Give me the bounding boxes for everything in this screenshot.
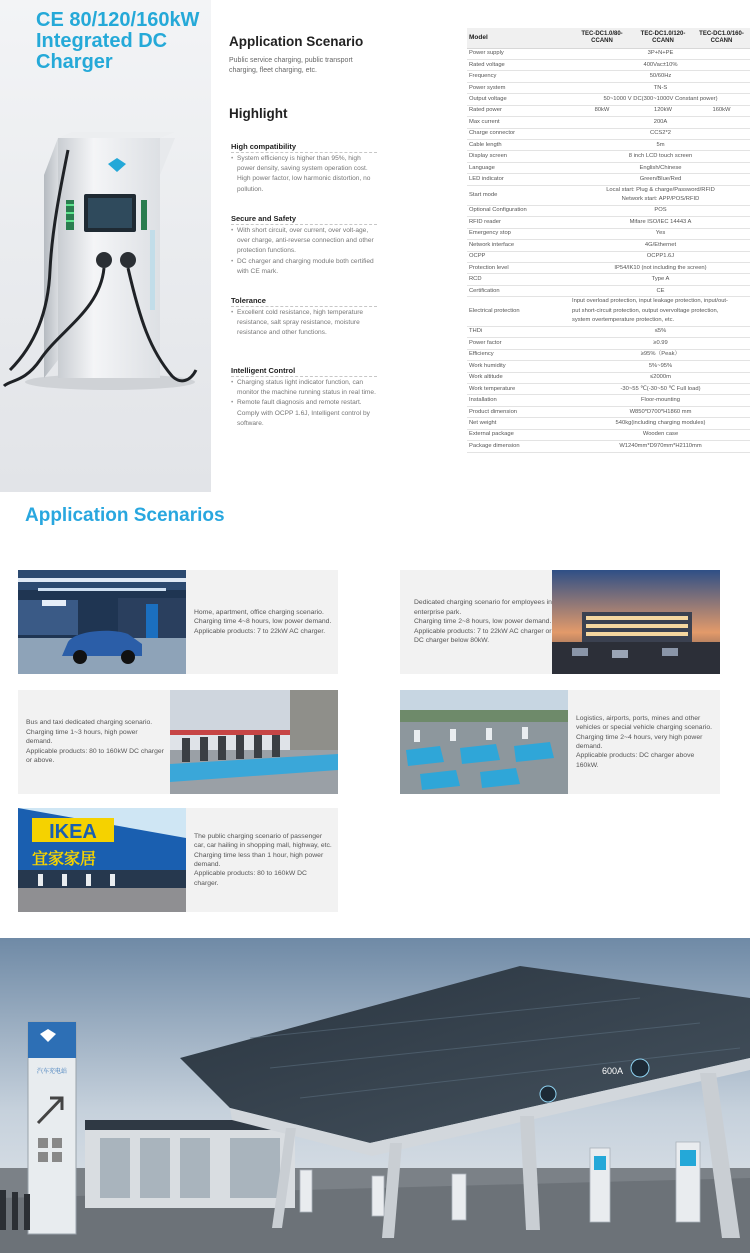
spec-value: 80kW: [571, 105, 633, 116]
spec-value: 540kg(including charging modules): [571, 418, 750, 429]
spec-row: [467, 274, 750, 285]
spec-label: Installation: [467, 395, 571, 406]
spec-row: [467, 48, 750, 59]
highlight-title-safety: Secure and Safety: [231, 214, 377, 225]
spec-label: Work humidity: [467, 361, 571, 372]
spec-row: [467, 94, 750, 105]
spec-value: 5m: [571, 140, 750, 151]
scenario-line: Applicable products: 7 to 22kW AC charger or DC charger below 80kW.: [414, 627, 552, 645]
spec-label: Cable length: [467, 140, 571, 151]
title-line-1: CE 80/120/160kW: [36, 9, 200, 31]
spec-value: 200A: [571, 117, 750, 128]
scenario-line: Dedicated charging scenario for employees in enterprise park.: [414, 599, 552, 616]
spec-label: Max current: [467, 117, 571, 128]
spec-label: Work temperature: [467, 383, 571, 394]
spec-value: [571, 297, 750, 327]
scenario-card-logistics: [400, 690, 720, 794]
spec-label: Efficiency: [467, 349, 571, 360]
spec-label: Product dimension: [467, 406, 571, 417]
spec-value: OCPP1.6J: [571, 251, 750, 262]
scenario-line: Applicable products: 7 to 22kW AC charger.: [194, 627, 326, 635]
scenario-image-bus-depot: [170, 690, 338, 794]
scenario-line: The public charging scenario of passenger car, car hailing in shopping mall, highway, etc.: [194, 832, 332, 850]
scenario-line: Charging time 4~8 hours, low power demand.: [194, 618, 332, 626]
bullet-text: • Remote fault diagnosis and remote restart. Comply with OCPP 1.6J, Intelligent control by software.: [231, 398, 377, 429]
spec-value: ≥95%（Peak）: [571, 349, 750, 360]
spec-label: Rated power: [467, 105, 571, 116]
spec-value: Wooden case: [571, 429, 750, 440]
spec-value: W850*D700*H1860 mm: [571, 406, 750, 417]
spec-value: 50/60Hz: [571, 71, 750, 82]
spec-row: [467, 151, 750, 162]
spec-label: Power factor: [467, 338, 571, 349]
spec-value: Yes: [571, 228, 750, 239]
ikea-chinese-text: 宜家家居: [32, 849, 97, 868]
spec-value: -30~55 ℃(-30~50 ℃ Full load): [571, 383, 750, 394]
highlight-body-compatibility: [231, 154, 377, 195]
title-line-3: Charger: [36, 51, 113, 73]
spec-row: [467, 297, 750, 327]
spec-label: Power system: [467, 82, 571, 93]
spec-label: THDi: [467, 326, 571, 337]
spec-row: [467, 240, 750, 251]
spec-label: Power supply: [467, 48, 571, 59]
spec-value-line: Local start: Plug & charge/Password/RFID: [606, 186, 715, 193]
spec-row: [467, 82, 750, 93]
spec-row: [467, 441, 750, 452]
spec-value: TN-S: [571, 82, 750, 93]
spec-value: 120kW: [633, 105, 693, 116]
scenario-card-enterprise: [400, 570, 720, 674]
spec-label: LED indicator: [467, 174, 571, 185]
spec-row: [467, 59, 750, 70]
spec-label: Net weight: [467, 418, 571, 429]
spec-value: Type A: [571, 274, 750, 285]
highlight-body-control: [231, 378, 377, 429]
spec-row: [467, 429, 750, 440]
spec-value: ≤2000m: [571, 372, 750, 383]
spec-label: Rated voltage: [467, 59, 571, 70]
scenario-image-park-dusk: [552, 570, 720, 674]
spec-value-line: put short-circuit protection, output overvoltage protection,: [572, 307, 719, 314]
spec-label: Charge connector: [467, 128, 571, 139]
spec-row: [467, 406, 750, 417]
spec-value: 4G/Ethernet: [571, 240, 750, 251]
scenario-line: Charging time 2~4 hours, very high power demand.: [576, 733, 703, 750]
spec-value: English/Chinese: [571, 162, 750, 173]
spec-row: [467, 285, 750, 296]
spec-row: [467, 338, 750, 349]
charger-product-image: [0, 120, 211, 410]
application-scenario-heading: Application Scenario: [229, 34, 364, 49]
spec-value: IP54/IK10 (not including the screen): [571, 262, 750, 273]
spec-row: [467, 162, 750, 173]
spec-label: Work altitude: [467, 372, 571, 383]
highlight-title-tolerance: Tolerance: [231, 296, 377, 307]
highlight-body-safety: [231, 226, 377, 277]
spec-row: [467, 128, 750, 139]
spec-row: [467, 395, 750, 406]
spec-value: ≤5%: [571, 326, 750, 337]
hero-panel: [0, 0, 211, 492]
spec-header-80: TEC-DC1.0/80-CCANN: [571, 28, 633, 48]
spec-label: Protection level: [467, 262, 571, 273]
spec-label: Display screen: [467, 151, 571, 162]
scenario-card-home: [18, 570, 338, 674]
scenario-card-mall: [18, 808, 338, 912]
highlight-title-compatibility: High compatibility: [231, 142, 377, 153]
spec-value: 160kW: [693, 105, 750, 116]
scenario-text-bus: [20, 690, 170, 794]
spec-value-line: Input overload protection, input leakage protection, input/out-: [572, 298, 728, 305]
scenario-line: Charging time 1~3 hours, high power demand.: [26, 728, 138, 746]
spec-row: [467, 71, 750, 82]
spec-value-line: Network start: APP/POS/RFID: [621, 196, 700, 203]
scenario-text-home: [188, 570, 338, 674]
spec-value: 400Vac±10%: [571, 59, 750, 70]
spec-row: [467, 326, 750, 337]
bullet-text: • Excellent cold resistance, high temperature resistance, salt spray resistance, moisture resistance and other functions.: [231, 308, 377, 339]
scenario-line: Applicable products: 80 to 160kW DC charger or above.: [26, 747, 164, 765]
spec-label: RFID reader: [467, 217, 571, 228]
spec-label: Frequency: [467, 71, 571, 82]
spec-label: Emergency stop: [467, 228, 571, 239]
spec-value: Green/Blue/Red: [571, 174, 750, 185]
highlight-title-control: Intelligent Control: [231, 366, 377, 377]
spec-value: CCS2*2: [571, 128, 750, 139]
ikea-logo: [32, 818, 114, 843]
spec-label: Output voltage: [467, 94, 571, 105]
bullet-text: • DC charger and charging module both certified with CE mark.: [231, 257, 377, 277]
spec-row: [467, 383, 750, 394]
canopy-screen-text: 600A: [602, 1066, 624, 1076]
product-title: [36, 10, 211, 73]
spec-body: [467, 48, 750, 452]
scenario-line: Bus and taxi dedicated charging scenario.: [26, 719, 153, 727]
scenario-image-logistics-lot: [400, 690, 568, 794]
spec-row: [467, 262, 750, 273]
scenario-image-garage: [18, 570, 186, 674]
application-scenario-text: Public service charging, public transport charging, fleet charging, etc.: [229, 57, 353, 74]
scenario-line: Logistics, airports, ports, mines and other vehicles or special vehicle charging scenario.: [576, 714, 713, 732]
highlight-heading: Highlight: [229, 106, 288, 121]
scenario-text-logistics: [570, 690, 720, 794]
bullet-text: • Charging status light indicator function, can monitor the machine running status in real time.: [231, 378, 377, 398]
scenario-text-enterprise: [408, 570, 558, 674]
spec-value: 5%~95%: [571, 361, 750, 372]
spec-value: 8 inch LCD touch screen: [571, 151, 750, 162]
scenario-line: Applicable products: 80 to 160kW DC charger.: [194, 870, 307, 887]
scenario-line: Home, apartment, office charging scenario.: [194, 608, 324, 616]
ikea-logo-text: IKEA: [49, 821, 97, 843]
spec-table: [467, 28, 750, 453]
spec-value: [571, 185, 750, 205]
spec-label: External package: [467, 429, 571, 440]
spec-header-120: TEC-DC1.0/120-CCANN: [633, 28, 693, 48]
bullet-text: • System efficiency is higher than 95%, high power density, saving system operation cost. High power factor, low harmonic distortion, no pollution.: [231, 154, 377, 195]
spec-row: [467, 117, 750, 128]
spec-label: Start mode: [467, 185, 571, 205]
station-sign-text: 汽车充电站: [36, 1068, 68, 1075]
spec-label: OCPP: [467, 251, 571, 262]
spec-value-line: system overtemperature protection, etc.: [572, 317, 675, 324]
spec-value: 50~1000 V DC(300~1000V Constant power): [571, 94, 750, 105]
spec-value: W1240mm*D970mm*H2110mm: [571, 441, 750, 452]
spec-row: [467, 217, 750, 228]
spec-label: RCD: [467, 274, 571, 285]
spec-value: 3P+N+PE: [571, 48, 750, 59]
spec-label: Certification: [467, 285, 571, 296]
spec-label: Electrical protection: [467, 297, 571, 327]
spec-label: Package dimension: [467, 441, 571, 452]
spec-value: POS: [571, 205, 750, 216]
application-scenarios-title: Application Scenarios: [25, 505, 225, 526]
highlight-body-tolerance: [231, 308, 377, 339]
spec-value: Mifare ISO/IEC 14443 A: [571, 217, 750, 228]
spec-header-row: [467, 28, 750, 48]
spec-row: [467, 185, 750, 205]
spec-row: [467, 349, 750, 360]
spec-row: [467, 140, 750, 151]
spec-row: [467, 174, 750, 185]
spec-value: CE: [571, 285, 750, 296]
spec-row: [467, 205, 750, 216]
spec-label: Optional Configuration: [467, 205, 571, 216]
bullet-text: • With short circuit, over current, over volt-age, over charge, anti-reverse connection and other protection functions.: [231, 226, 377, 257]
spec-header-model: Model: [467, 28, 571, 48]
spec-label: Language: [467, 162, 571, 173]
scenario-line: Charging time less than 1 hour, high power demand.: [194, 851, 324, 868]
spec-row: [467, 418, 750, 429]
spec-row: [467, 372, 750, 383]
spec-row: [467, 251, 750, 262]
scenario-line: Charging time 2~8 hours, low power demand.: [414, 618, 552, 626]
scenario-image-mall: [18, 808, 186, 912]
spec-row: [467, 361, 750, 372]
charging-station-rendering: [0, 938, 750, 1253]
spec-value: ≥0.99: [571, 338, 750, 349]
spec-row: [467, 228, 750, 239]
spec-header-160: TEC-DC1.0/160-CCANN: [693, 28, 750, 48]
scenario-line: Applicable products: DC charger above 160kW.: [576, 752, 695, 769]
title-line-2: Integrated DC: [36, 30, 168, 52]
scenario-card-bus: [18, 690, 338, 794]
spec-row: [467, 105, 750, 116]
scenario-text-mall: [188, 808, 338, 912]
spec-value: Floor-mounting: [571, 395, 750, 406]
spec-label: Network interface: [467, 240, 571, 251]
